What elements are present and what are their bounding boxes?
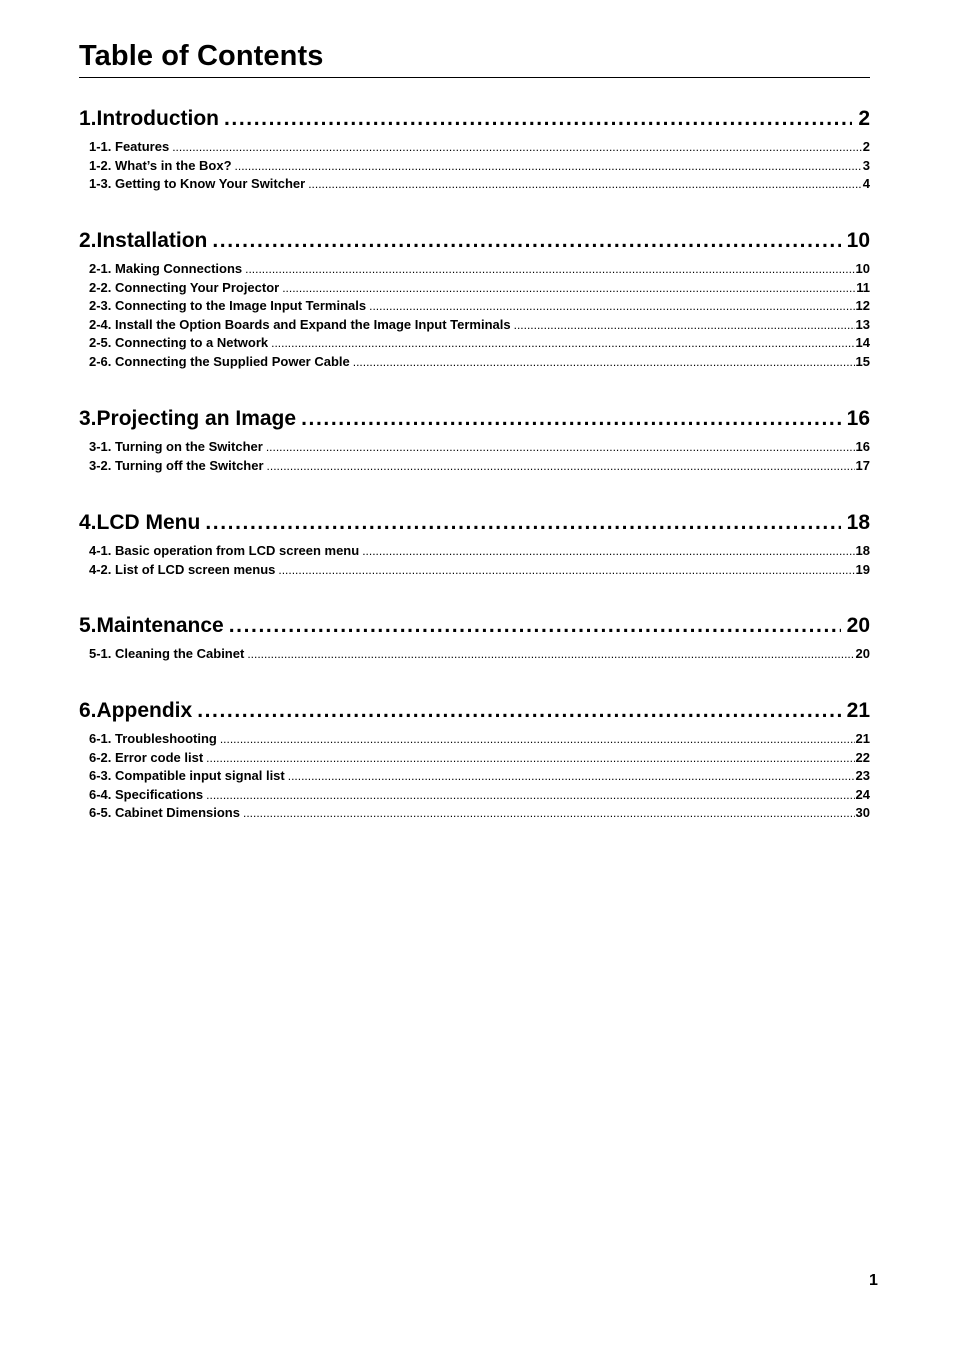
dot-leader	[220, 730, 855, 749]
toc-item-page: 4	[862, 176, 870, 191]
toc-item-page: 3	[862, 157, 870, 173]
toc-item[interactable]	[89, 749, 870, 768]
toc-item-label: 1-2. What’s in the Box?	[89, 157, 232, 173]
dot-leader	[267, 457, 855, 476]
toc-item-page: 10	[855, 261, 870, 276]
dot-leader	[245, 260, 854, 279]
toc-item[interactable]	[89, 175, 870, 194]
toc-item-label: 6-2. Error code list	[89, 749, 204, 765]
toc-item-label: 2-2. Connecting Your Projector	[89, 279, 280, 295]
dot-leader	[224, 104, 852, 134]
toc-item-label: 2-5. Connecting to a Network	[89, 335, 269, 350]
toc-item-label: 3-1. Turning on the Switcher	[89, 439, 263, 454]
toc-item[interactable]	[89, 316, 870, 335]
toc-chapter-page: 10	[846, 229, 870, 252]
dot-leader	[247, 645, 854, 664]
toc-item[interactable]	[89, 353, 870, 372]
toc-item-page: 14	[855, 335, 870, 350]
toc-item-page: 2	[862, 139, 870, 154]
toc-item-page: 17	[855, 457, 870, 473]
toc-item[interactable]	[89, 438, 870, 457]
toc-chapter-label: 2.Installation	[79, 229, 208, 252]
toc-chapter-entry[interactable]	[79, 508, 870, 538]
toc-item[interactable]	[89, 334, 870, 353]
toc-section-lcd-menu	[79, 508, 870, 579]
toc-item-page: 21	[855, 731, 870, 746]
toc-item-page: 11	[856, 279, 870, 295]
toc-item-label: 6-5. Cabinet Dimensions	[89, 805, 240, 820]
toc-item-label: 4-1. Basic operation from LCD screen menu	[89, 543, 360, 558]
toc-chapter-label: 3.Projecting an Image	[79, 407, 297, 430]
toc-item[interactable]	[89, 561, 870, 580]
dot-leader	[197, 696, 840, 726]
dot-leader	[282, 279, 855, 298]
toc-item-label: 2-6. Connecting the Supplied Power Cable	[89, 353, 350, 369]
toc-item-label: 5-1. Cleaning the Cabinet	[89, 646, 245, 661]
toc-item-page: 23	[855, 768, 870, 783]
toc-item-page: 30	[855, 805, 870, 820]
dot-leader	[353, 353, 855, 372]
toc-chapter-page: 2	[858, 107, 870, 130]
dot-leader	[514, 316, 855, 335]
dot-leader	[288, 767, 855, 786]
toc-item-label: 6-4. Specifications	[89, 786, 204, 802]
dot-leader	[212, 226, 840, 256]
toc-chapter-entry[interactable]	[79, 104, 870, 134]
dot-leader	[243, 804, 855, 823]
toc-chapter-page: 20	[846, 614, 870, 637]
toc-item[interactable]	[89, 804, 870, 823]
dot-leader	[362, 542, 854, 561]
toc-item-label: 6-1. Troubleshooting	[89, 731, 217, 746]
toc-section-installation	[79, 226, 870, 371]
toc-section-introduction	[79, 104, 870, 194]
toc-item-page: 15	[855, 353, 870, 369]
toc-item-page: 19	[855, 561, 870, 577]
toc-item-label: 6-3. Compatible input signal list	[89, 768, 285, 783]
toc-item[interactable]	[89, 730, 870, 749]
dot-leader	[369, 297, 854, 316]
toc-chapter-page: 18	[846, 511, 870, 534]
toc-section-projecting	[79, 404, 870, 475]
title-divider	[79, 77, 870, 78]
toc-item-label: 1-1. Features	[89, 139, 170, 154]
toc-item-page: 12	[855, 298, 870, 313]
dot-leader	[206, 749, 854, 768]
dot-leader	[278, 561, 854, 580]
dot-leader	[301, 404, 841, 434]
toc-item[interactable]	[89, 457, 870, 476]
toc-item-label: 2-4. Install the Option Boards and Expand the Image Input Terminals	[89, 316, 511, 332]
toc-item-page: 13	[855, 316, 870, 332]
dot-leader	[271, 334, 854, 353]
toc-chapter-entry[interactable]	[79, 404, 870, 434]
toc-chapter-entry[interactable]	[79, 696, 870, 726]
toc-item-label: 1-3. Getting to Know Your Switcher	[89, 176, 306, 191]
toc-item-label: 2-1. Making Connections	[89, 261, 243, 276]
page-title: Table of Contents	[79, 40, 324, 72]
toc-item[interactable]	[89, 260, 870, 279]
toc-chapter-label: 4.LCD Menu	[79, 511, 201, 534]
toc-chapter-page: 16	[846, 407, 870, 430]
page-number: 1	[869, 1272, 878, 1289]
dot-leader	[266, 438, 855, 457]
toc-item[interactable]	[89, 542, 870, 561]
dot-leader	[308, 175, 862, 194]
toc-item[interactable]	[89, 279, 870, 298]
toc-item[interactable]	[89, 645, 870, 664]
toc-item[interactable]	[89, 138, 870, 157]
dot-leader	[229, 611, 841, 641]
toc-chapter-label: 6.Appendix	[79, 699, 193, 722]
toc-item-page: 16	[855, 439, 870, 454]
dot-leader	[205, 508, 840, 538]
toc-item-label: 3-2. Turning off the Switcher	[89, 457, 264, 473]
toc-chapter-label: 1.Introduction	[79, 107, 219, 130]
toc-item-page: 22	[855, 749, 870, 765]
toc-item-page: 18	[855, 543, 870, 558]
toc-item-page: 20	[855, 646, 870, 661]
toc-item[interactable]	[89, 297, 870, 316]
toc-chapter-page: 21	[846, 699, 870, 722]
toc-section-maintenance	[79, 611, 870, 664]
toc-section-appendix	[79, 696, 870, 823]
dot-leader	[206, 786, 854, 805]
dot-leader	[235, 157, 862, 176]
toc-item[interactable]	[89, 157, 870, 176]
toc-item[interactable]	[89, 786, 870, 805]
toc-chapter-label: 5.Maintenance	[79, 614, 224, 637]
toc-item[interactable]	[89, 767, 870, 786]
toc-chapter-entry[interactable]	[79, 611, 870, 641]
toc-item-label: 4-2. List of LCD screen menus	[89, 561, 276, 577]
toc-item-label: 2-3. Connecting to the Image Input Terminals	[89, 298, 367, 313]
toc-chapter-entry[interactable]	[79, 226, 870, 256]
toc-item-page: 24	[855, 786, 870, 802]
dot-leader	[172, 138, 862, 157]
